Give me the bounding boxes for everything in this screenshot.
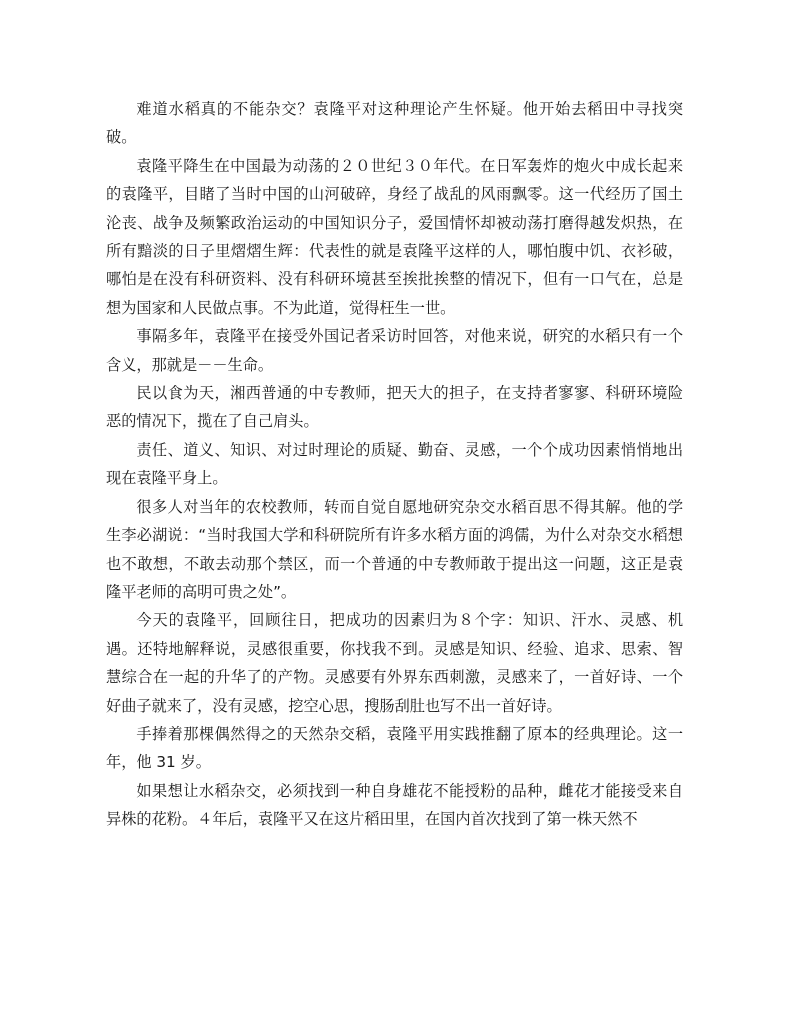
paragraph-5: 责任、道义、知识、对过时理论的质疑、勤奋、灵感，一个个成功因素悄悄地出现在袁隆平身上。 bbox=[106, 440, 683, 488]
paragraph-6: 很多人对当年的农校教师，转而自觉自愿地研究杂交水稻百思不得其解。他的学生李必湖说：“当时我国大学和科研院所有许多水稻方面的鸿儒，为什么对杂交水稻想也不敢想，不敢去动那个禁区，而一个普通的中专教师敢于提出这一问题，这正是袁隆平老师的高明可贵之处”。 bbox=[106, 497, 683, 601]
paragraph-1: 难道水稻真的不能杂交？袁隆平对这种理论产生怀疑。他开始去稻田中寻找突破。 bbox=[106, 100, 683, 147]
paragraph-3: 事隔多年，袁隆平在接受外国记者采访时回答，对他来说，研究的水稻只有一个含义，那就是－－生命。 bbox=[106, 327, 683, 374]
paragraph-9: 如果想让水稻杂交，必须找到一种自身雄花不能授粉的品种，雌花才能接受来自异株的花粉。４年后，袁隆平又在这片稻田里，在国内首次找到了第一株天然不 bbox=[106, 781, 683, 829]
paragraph-7: 今天的袁隆平，回顾往日，把成功的因素归为８个字：知识、汗水、灵感、机遇。还特地解释说，灵感很重要，你找我不到。灵感是知识、经验、追求、思索、智慧综合在一起的升华了的产物。灵感要有外界东西刺激，灵感来了，一首好诗、一个好曲子就来了，没有灵感，挖空心思，搜肠刮肚也写不出一首好诗。 bbox=[106, 611, 683, 715]
paragraph-2: 袁隆平降生在中国最为动荡的２０世纪３０年代。在日军轰炸的炮火中成长起来的袁隆平，目睹了当时中国的山河破碎，身经了战乱的风雨飘零。这一代经历了国土沦丧、战争及频繁政治运动的中国知识分子，爱国情怀却被动荡打磨得越发炽热，在所有黯淡的日子里熠熠生辉：代表性的就是袁隆平这样的人，哪怕腹中饥、衣衫破，哪怕是在没有科研资料、没有科研环境甚至挨批挨整的情况下，但有一口气在，总是想为国家和人民做点事。不为此道，觉得枉生一世。 bbox=[106, 156, 683, 317]
paragraph-4: 民以食为天，湘西普通的中专教师，把天大的担子，在支持者寥寥、科研环境险恶的情况下，揽在了自己肩头。 bbox=[106, 384, 683, 431]
document-body bbox=[106, 95, 683, 834]
paragraph-8: 手捧着那棵偶然得之的天然杂交稻，袁隆平用实践推翻了原本的经典理论。这一年，他 31 岁。 bbox=[106, 724, 683, 772]
